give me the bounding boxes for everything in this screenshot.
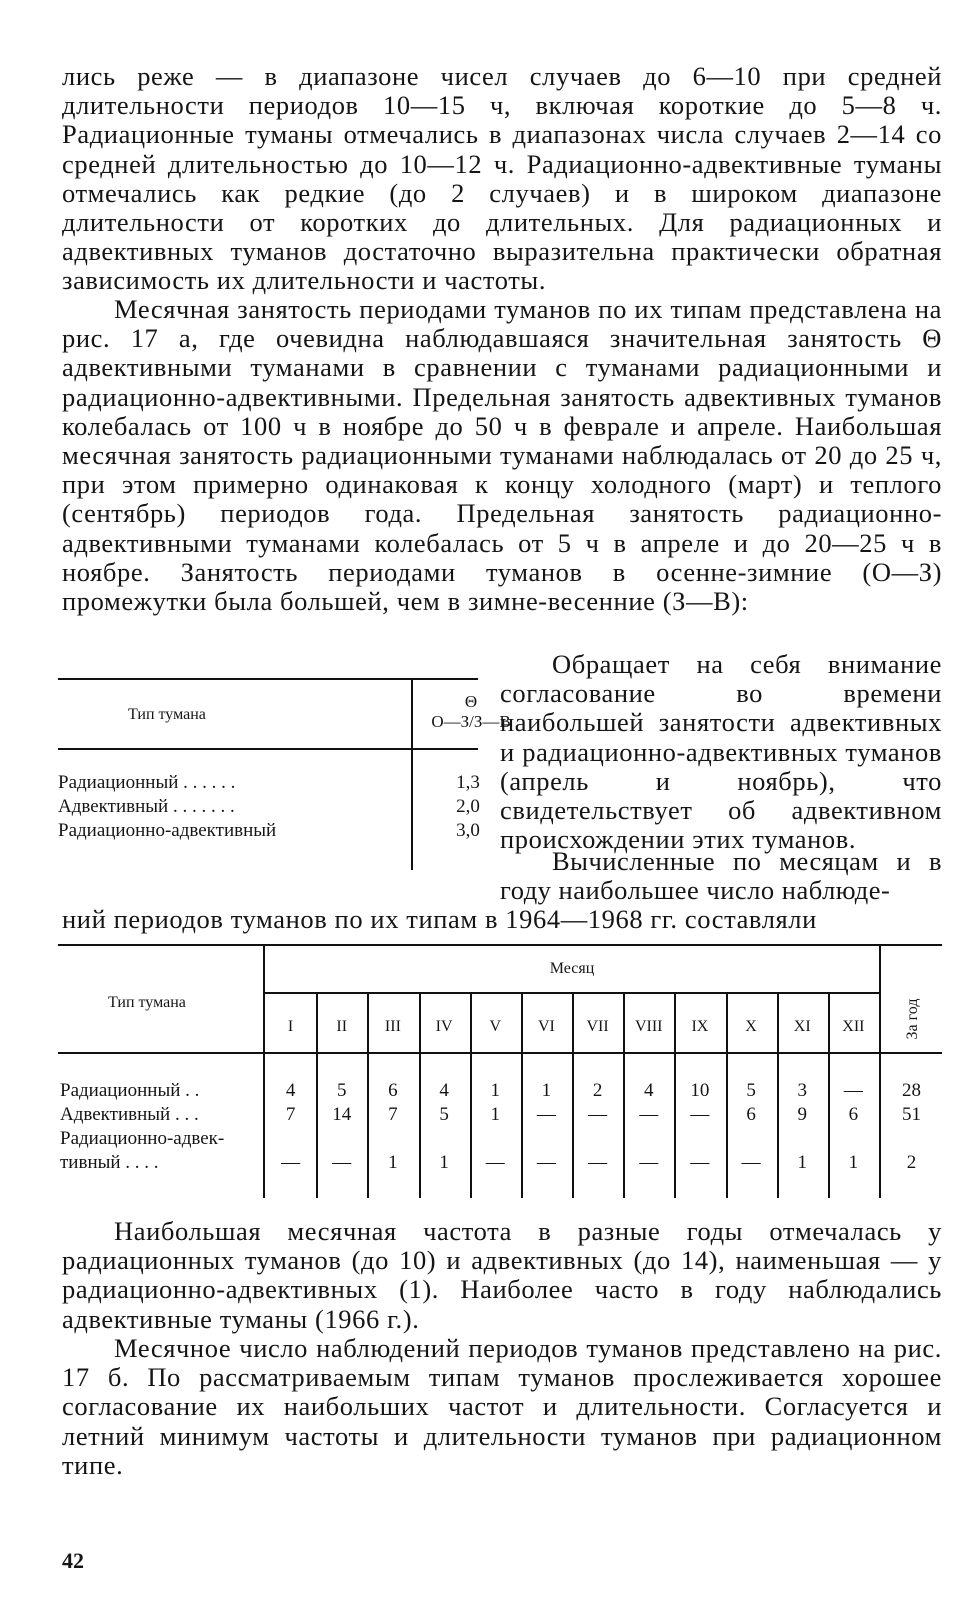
table-cell: — <box>588 1104 608 1125</box>
table-cell: 14 <box>332 1104 352 1125</box>
table-row-label: Адвективный . . . . . . . <box>58 796 235 817</box>
table-row-label: Радиационно-адвективный <box>58 820 277 841</box>
table-cell: 6 <box>848 1104 859 1125</box>
table-cell: 7 <box>285 1104 296 1125</box>
ratio-label: О—З/З—В <box>431 712 511 731</box>
month-header: VII <box>586 1018 609 1035</box>
table-rule <box>58 1052 942 1054</box>
table-cell: 4 <box>643 1080 654 1101</box>
table-cell: 6 <box>388 1080 398 1101</box>
table-cell: — <box>485 1152 505 1173</box>
table-cell: 1 <box>388 1152 398 1173</box>
table-rule <box>58 944 942 946</box>
table-cell: 3 <box>797 1080 807 1101</box>
table-row-label: Радиационный . . <box>60 1080 200 1101</box>
table-cell: — <box>690 1104 710 1125</box>
month-header: IV <box>435 1018 453 1035</box>
column-header-month: Месяц <box>549 960 595 977</box>
table-cell: 1 <box>490 1104 500 1125</box>
table-row-label: Адвективный . . . <box>60 1104 199 1125</box>
table-cell: 10 <box>690 1080 710 1101</box>
page-number: 42 <box>62 1548 84 1573</box>
table-rule <box>58 678 478 680</box>
column-header-year: За год <box>904 998 921 1040</box>
table-rule <box>58 748 478 750</box>
month-header: XII <box>842 1018 865 1035</box>
column-header-ratio <box>419 692 523 732</box>
paragraph-6: Месячное число наблюдений периодов туманов представлено на рис. 17 б. По рассматриваемым типам туманов прослеживается хорошее согласование их наибольших частот и длительности. Согласуется и летний минимум частоты и длительности туманов при радиационном типе. <box>62 1333 942 1480</box>
month-header: X <box>745 1018 757 1035</box>
paragraph-4-start: Вычисленные по месяцам и в году наибольшее число наблюде- <box>500 846 942 905</box>
table-cell: 5 <box>336 1080 347 1101</box>
table-row-value: 1,3 <box>456 772 480 793</box>
table-cell: 1 <box>797 1152 807 1173</box>
table-cell: 5 <box>746 1080 756 1101</box>
paragraph-3: Обращает на себя внимание согласование во времени наибольшей занятости адвективных и радиационно-адвективных туманов (апрель и ноябрь), что свидетельствует об адвективном происхождении этих туманов. <box>500 649 942 855</box>
table-cell: 1 <box>439 1152 449 1173</box>
table-cell: 4 <box>285 1080 296 1101</box>
table-cell: — <box>690 1152 710 1173</box>
table-cell: — <box>281 1152 301 1173</box>
month-header: V <box>489 1018 502 1035</box>
table-cell-year: 28 <box>902 1080 921 1101</box>
table-cell: 1 <box>848 1152 859 1173</box>
monthly-fog-frequency-table <box>58 944 942 1204</box>
month-header: VIII <box>634 1018 663 1035</box>
paragraph-1: лись реже — в диапазоне чисел случаев до 6—10 при средней длительности периодов 10—15 ч, включая короткие до 5—8 ч. Радиационные туманы отмечались в диапазонах числа случаев 2—14 со средней длительностью до 10—12 ч. Радиационно-адвективные туманы отмечались как редкие (до 2 случаев) и в широком диапазоне длительности от коротких до длительных. Для радиационных и адвективных туманов достаточно выразительна практически обратная зависимость их длительности и частоты. <box>62 61 942 296</box>
month-header: VI <box>537 1018 555 1035</box>
table-cell: — <box>639 1152 659 1173</box>
table-cell: — <box>536 1104 556 1125</box>
table-cell: — <box>741 1152 761 1173</box>
table-cell: 9 <box>797 1104 807 1125</box>
column-header-fog-type: Тип тумана <box>128 706 206 723</box>
table-cell: — <box>639 1104 659 1125</box>
table-cell: 4 <box>439 1080 449 1101</box>
month-header: III <box>384 1018 401 1035</box>
table-cell-year: 2 <box>906 1152 917 1173</box>
table-cell-year: 51 <box>902 1104 921 1125</box>
month-header: XI <box>793 1018 811 1035</box>
month-header: I <box>287 1018 294 1035</box>
table-cell: 1 <box>490 1080 500 1101</box>
table-cell: 7 <box>388 1104 398 1125</box>
table-cell: 6 <box>746 1104 756 1125</box>
table-row-label: тивный . . . . <box>60 1152 159 1173</box>
paragraph-4-end: ний периодов туманов по их типам в 1964—1968 гг. составляли <box>62 904 817 934</box>
table-divider <box>411 680 413 870</box>
paragraph-2: Месячная занятость периодами туманов по их типам представлена на рис. 17 а, где очевидна наблюдавшаяся значительная занятость Θ адвективными туманами в сравнении с туманами радиационными и радиационно-адвективными. Предельная занятость адвективных туманов колебалась от 100 ч в ноябре до 50 ч в феврале и апреле. Наибольшая месячная занятость радиационными туманами наблюдалась от 20 до 25 ч, при этом примерно одинаковая к концу холодного (март) и теплого (сентябрь) периодов года. Предельная занятость радиационно-адвективными туманами колебалась от 5 ч в апреле и до 20—25 ч в ноябре. Занятость периодами туманов в осенне-зимние (О—З) промежутки была большей, чем в зимне-весенние (З—В): <box>62 294 942 617</box>
table-row-value: 3,0 <box>456 820 480 841</box>
month-header: II <box>336 1018 348 1035</box>
table-cell: — <box>536 1152 556 1173</box>
table-cell: — <box>843 1080 863 1101</box>
table-row-value: 2,0 <box>456 796 480 817</box>
table-cell: 2 <box>592 1080 603 1101</box>
table-cell: 5 <box>439 1104 449 1125</box>
table-cell: — <box>332 1152 352 1173</box>
table-row-label: Радиационный . . . . . . <box>58 772 236 793</box>
month-header: IX <box>691 1018 709 1035</box>
paragraph-5: Наибольшая месячная частота в разные годы отмечалась у радиационных туманов (до 10) и адвективных (до 14), наименьшая — у радиационно-адвективных (1). Наиболее часто в году наблюдались адвективные туманы (1966 г.). <box>62 1216 942 1334</box>
table-row-label: Радиационно-адвек- <box>60 1128 225 1149</box>
column-header-fog-type: Тип тумана <box>108 994 186 1011</box>
table-cell: 1 <box>541 1080 552 1101</box>
theta-symbol: Θ <box>464 692 478 711</box>
table-cell: — <box>588 1152 608 1173</box>
